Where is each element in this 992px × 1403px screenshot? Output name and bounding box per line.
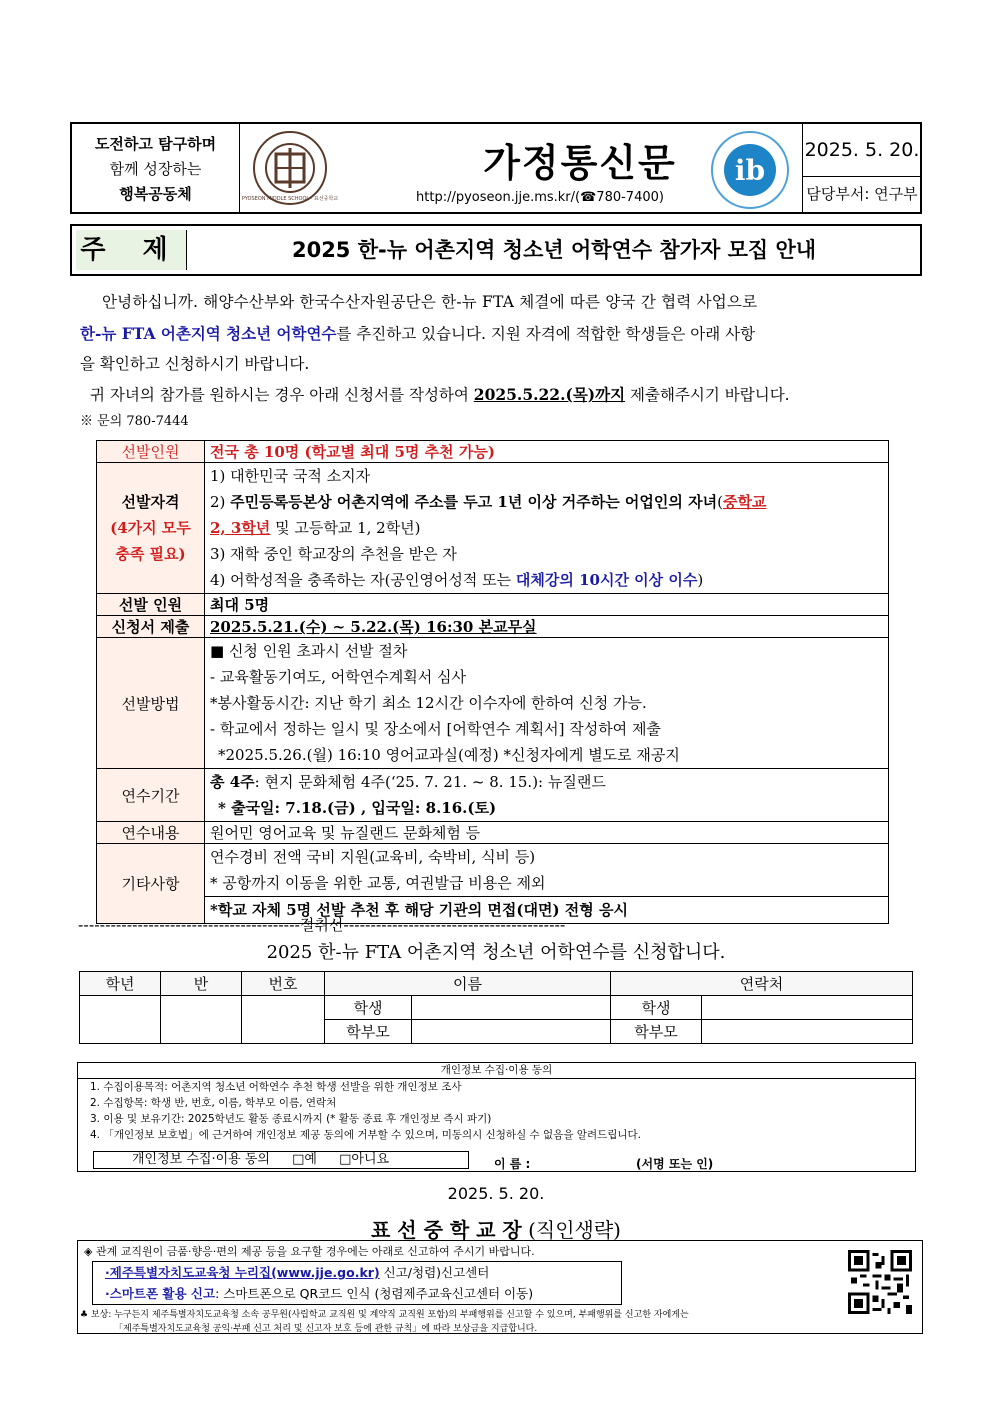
period-1a: 총 4주: [210, 773, 255, 791]
consent-label: 개인정보 수집·이용 동의: [132, 1152, 270, 1167]
row-val-etc: [205, 844, 889, 924]
method-1: ■ 신청 인원 초과시 선발 절차: [210, 642, 408, 660]
etc-2: * 공항까지 이동을 위한 교통, 여권발급 비용은 제외: [210, 874, 546, 892]
row-key-quota: 선발인원: [97, 441, 205, 463]
cut-line: [78, 914, 896, 935]
row-key-etc: 기타사항: [97, 844, 205, 924]
school-emblem-text: PYOSEON MIDDLE SCHOOL · 표선중학교: [241, 196, 339, 202]
class-input[interactable]: [161, 996, 242, 1044]
table-row: [97, 594, 889, 616]
row-key-eligibility: [97, 463, 205, 594]
header-meta: [802, 124, 922, 212]
row-val-eligibility: [205, 463, 889, 594]
row-val-select-count: 최대 5명: [205, 594, 889, 616]
method-5: *2025.5.26.(월) 16:10 영어교과실(예정) *신청자에게 별도로 재공지: [218, 746, 680, 764]
grade-input[interactable]: [80, 996, 161, 1044]
school-emblem-icon: [241, 130, 339, 206]
eligibility-2-cont: [210, 515, 883, 541]
eligibility-2b: 주민등록등본상 어촌지역에 주소를 두고 1년 이상 거주하는 어업인의 자녀: [230, 493, 718, 511]
table-row: [97, 441, 889, 463]
privacy-line-2: 2. 수집항목: 학생 반, 번호, 이름, 학부모 이름, 연락처: [90, 1097, 337, 1109]
footer-box: [77, 1240, 923, 1334]
principal-name: 표 선 중 학 교 장: [371, 1218, 522, 1242]
form-h-name: 이름: [325, 972, 611, 996]
intro-text-2b: 제출해주시기 바랍니다.: [625, 386, 790, 404]
eligibility-2: [210, 489, 883, 515]
eligibility-2f: 및 고등학교 1, 2학년): [270, 519, 421, 537]
form-h-number: 번호: [242, 972, 325, 996]
intro-text-2a: 귀 자녀의 참가를 원하시는 경우 아래 신청서를 작성하여: [90, 386, 474, 404]
consent-yes-checkbox[interactable]: □예: [292, 1152, 317, 1167]
eligibility-4b: 대체강의 10시간 이상 이수: [515, 571, 698, 589]
student-name-input[interactable]: [412, 996, 611, 1020]
eligibility-note1: (4가지 모두: [110, 519, 191, 537]
form-student-label: 학생: [325, 996, 412, 1020]
period-2: * 출국일: 7.18.(금) , 입국일: 8.16.(토): [218, 799, 497, 817]
intro-highlight: 한-뉴 FTA 어촌지역 청소년 어학연수: [80, 324, 337, 343]
eligibility-3: 3) 재학 중인 학교장의 추천을 받은 자: [210, 545, 457, 563]
signature-label: (서명 또는 인): [636, 1157, 714, 1171]
school-url[interactable]: http://pyoseon.jje.ms.kr/(☎780-7400): [416, 190, 664, 205]
eligibility-4: [210, 567, 883, 593]
form-h-class: 반: [161, 972, 242, 996]
etc-3: *학교 자체 5명 선발 추천 후 해당 기관의 면접(대면) 전형 응시: [205, 896, 888, 923]
eligibility-2a: 2): [210, 493, 231, 511]
intro-deadline: 2025.5.22.(목)까지: [473, 385, 626, 404]
parent-contact-input[interactable]: [702, 1020, 913, 1044]
motto-line3: 행복공동체: [119, 185, 192, 203]
eligibility-key: 선발자격: [121, 493, 180, 511]
row-val-quota: 전국 총 10명 (학교별 최대 5명 추천 가능): [205, 441, 889, 463]
reward-line-1: ♣ 보상: 누구든지 제주특별자치도교육청 소속 공무원(사립학교 교직원 및 계약직 교직원 포함)의 부패행위를 신고할 수 있으며, 부패행위를 신고한 자에게는: [80, 1310, 689, 1320]
eligibility-2d: 중학교: [722, 493, 767, 511]
table-row: [97, 769, 889, 822]
school-motto: [72, 124, 240, 212]
cut-dashes-right: -----------------------------------------: [343, 916, 566, 934]
intro-text-1-end: 을 확인하고 신청하시기 바랍니다.: [80, 355, 310, 373]
privacy-title: 개인정보 수집·이용 동의: [78, 1063, 915, 1079]
intro-paragraph-2: [80, 383, 920, 405]
table-row: [97, 844, 889, 924]
etc-1: 연수경비 전액 국비 지원(교육비, 숙박비, 식비 등): [210, 848, 536, 866]
footer-notice: ◈ 관계 교직원이 금품·향응·편의 제공 등을 요구할 경우에는 아래로 신고하여 주시기 바랍니다.: [84, 1245, 535, 1258]
period-1b: : 현지 문화체험 4주(‘25. 7. 21. ~ 8. 15.): 뉴질랜드: [254, 773, 606, 791]
contact-info: ※ 문의 780-7444: [80, 414, 189, 429]
principal-signature: [0, 1214, 992, 1243]
student-contact-input[interactable]: [702, 996, 913, 1020]
privacy-line-3: 3. 이용 및 보유기간: 2025학년도 활동 종료시까지 (* 활동 종료 후 개인정보 즉시 파기): [90, 1113, 492, 1125]
table-row: [97, 638, 889, 769]
eligibility-note2: 충족 필요): [115, 545, 186, 563]
form-student-contact-label: 학생: [611, 996, 702, 1020]
signature-name-label: 이 름 :: [494, 1157, 531, 1171]
subject-box: [70, 224, 922, 276]
form-row: [80, 996, 913, 1020]
privacy-line-4: 4. 「개인정보 보호법」에 근거하여 개인정보 제공 동의에 거부할 수 있으며, 미동의시 신청하실 수 없음을 알려드립니다.: [90, 1129, 641, 1141]
method-3: *봉사활동시간: 지난 학기 최소 12시간 이수자에 한하여 신청 가능.: [210, 694, 647, 712]
header-date: 2025. 5. 20.: [802, 124, 922, 177]
header-title-cell: [240, 124, 803, 212]
report-mobile-text: : 스마트폰으로 QR코드 인식 (청렴제주교육신고센터 이동): [215, 1286, 534, 1301]
qr-code-icon[interactable]: [848, 1249, 912, 1315]
closing-date: 2025. 5. 20.: [447, 1184, 545, 1203]
report-mobile: [105, 1283, 621, 1304]
intro-paragraph-1: [80, 290, 920, 312]
ib-logo-text: ib: [734, 154, 766, 187]
eligibility-1: 1) 대한민국 국적 소지자: [210, 467, 371, 485]
intro-paragraph-1b: [80, 322, 920, 344]
header-box: [70, 122, 922, 214]
form-h-grade: 학년: [80, 972, 161, 996]
row-key-method: 선발방법: [97, 638, 205, 769]
method-4: - 학교에서 정하는 일시 및 장소에서 [어학연수 계획서] 작성하여 제출: [210, 720, 661, 738]
consent-no-checkbox[interactable]: □아니요: [339, 1152, 390, 1167]
cut-dashes-left: -----------------------------------------: [78, 916, 300, 934]
intro-text-1-rest: 를 추진하고 있습니다. 지원 자격에 적합한 학생들은 아래 사항: [336, 325, 756, 343]
newsletter-title: 가정통신문: [483, 141, 677, 185]
subject-label: 주 제: [76, 230, 187, 270]
subject-title: 2025 한-뉴 어촌지역 청소년 어학연수 참가자 모집 안내: [291, 238, 817, 262]
eligibility-4a: 4) 어학성적을 충족하는 자(공인영어성적 또는: [210, 571, 516, 589]
cut-label: 절취선: [299, 916, 344, 934]
consent-row: [93, 1151, 469, 1169]
row-val-submission: 2025.5.21.(수) ~ 5.22.(목) 16:30 본교무실: [205, 616, 889, 638]
info-table: [96, 440, 889, 924]
header-dept: 담당부서: 연구부: [806, 185, 918, 203]
reward-line-2: 「제주특별자치도교육청 공익·부패 신고 처리 및 신고자 보호 등에 관한 규칙」에 따라 보상금을 지급합니다.: [114, 1324, 538, 1334]
principal-note: (직인생략): [521, 1218, 621, 1242]
intro-text-1: 안녕하십니까. 해양수산부와 한국수산자원공단은 한-뉴 FTA 체결에 따른 양국 간 협력 사업으로: [102, 293, 758, 311]
form-parent-label: 학부모: [325, 1020, 412, 1044]
form-header-row: [80, 972, 913, 996]
report-mobile-label: ·스마트폰 활용 신고: [105, 1286, 216, 1301]
row-key-period: 연수기간: [97, 769, 205, 822]
period-1: [210, 769, 883, 795]
motto-line2: 함께 성장하는: [109, 160, 202, 178]
privacy-line-1: 1. 수집이용목적: 어촌지역 청소년 어학연수 추천 학생 선발을 위한 개인정보 조사: [90, 1081, 462, 1093]
report-web: [105, 1262, 621, 1283]
report-channels: [92, 1261, 622, 1305]
eligibility-2c: (: [717, 493, 723, 511]
report-web-text: 신고/청렴)신고센터: [379, 1265, 490, 1280]
report-web-link[interactable]: ·제주특별자치도교육청 누리집(www.jje.go.kr): [105, 1265, 380, 1280]
table-row: [97, 616, 889, 638]
row-val-method: [205, 638, 889, 769]
row-val-period: [205, 769, 889, 822]
row-val-content: 원어민 영어교육 및 뉴질랜드 문화체험 등: [205, 822, 889, 844]
eligibility-4c: ): [697, 571, 704, 589]
table-row: [97, 822, 889, 844]
form-h-contact: 연락처: [611, 972, 913, 996]
motto-line1: 도전하고 탐구하며: [94, 135, 217, 153]
row-key-content: 연수내용: [97, 822, 205, 844]
form-parent-contact-label: 학부모: [611, 1020, 702, 1044]
privacy-consent-box: [77, 1062, 916, 1172]
eligibility-2e: 2, 3학년: [210, 519, 271, 537]
method-2: - 교육활동기여도, 어학연수계획서 심사: [210, 668, 466, 686]
table-row: [97, 463, 889, 594]
ib-logo-icon: [710, 130, 790, 210]
number-input[interactable]: [242, 996, 325, 1044]
parent-name-input[interactable]: [412, 1020, 611, 1044]
apply-title: 2025 한-뉴 FTA 어촌지역 청소년 어학연수를 신청합니다.: [266, 942, 726, 963]
application-form: [79, 971, 913, 1044]
row-key-submission: 신청서 제출: [97, 616, 205, 638]
row-key-select-count: 선발 인원: [97, 594, 205, 616]
